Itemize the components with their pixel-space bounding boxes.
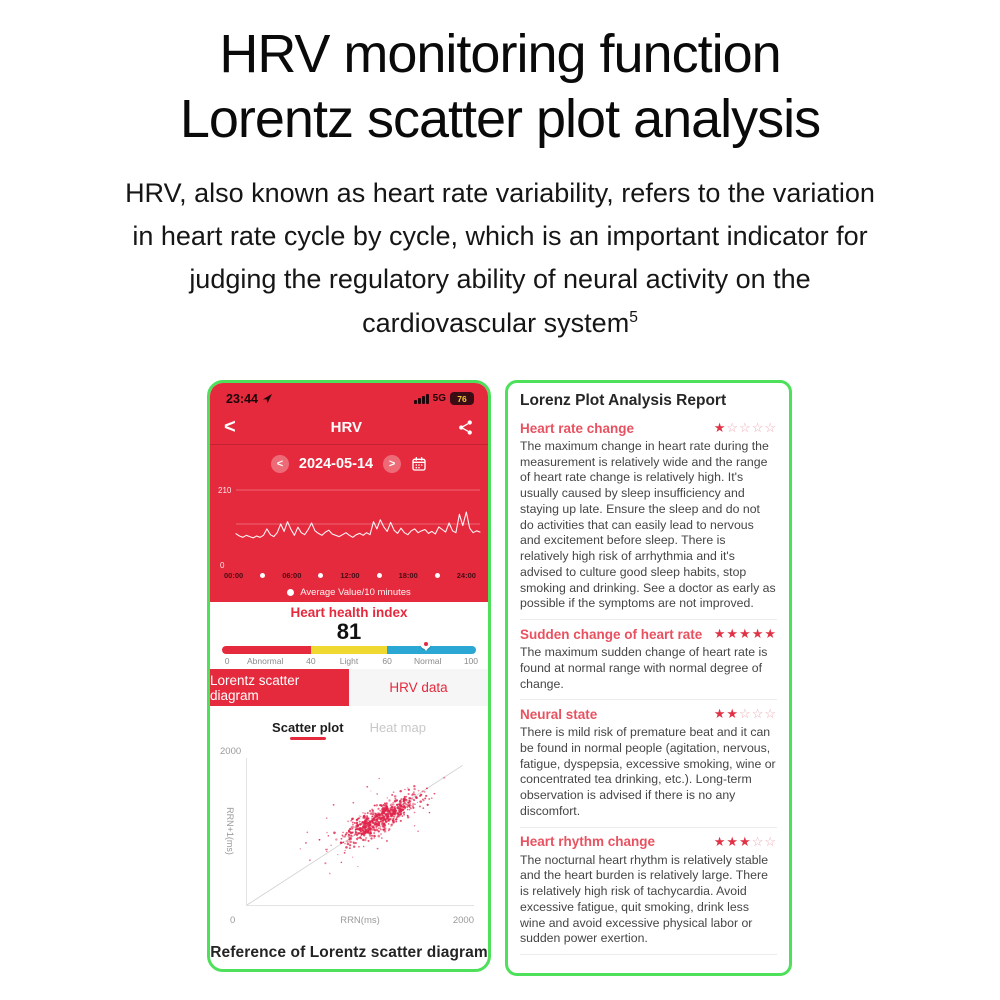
report-section — [520, 700, 777, 827]
scale-segment-abnormal — [222, 646, 311, 654]
heart-health-value: 81 — [336, 619, 362, 644]
scatter-xmin-label: 0 — [230, 915, 236, 926]
star-empty-icon: ☆ — [726, 420, 740, 435]
report-section-heading: Neural state — [520, 706, 598, 722]
star-rating — [714, 420, 777, 436]
report-section-heading: Heart rate change — [520, 420, 635, 436]
report-section-heading: Sudden change of heart rate — [520, 626, 703, 642]
star-rating — [714, 706, 777, 722]
report-section — [520, 620, 777, 700]
scatter-ymax-label: 2000 — [220, 746, 242, 757]
star-empty-icon: ☆ — [764, 420, 777, 435]
tab-hrv-data[interactable]: HRV data — [349, 669, 488, 706]
scatter-points-svg — [247, 758, 474, 905]
hrv-chart-ymin: 0 — [220, 561, 225, 570]
star-filled-icon: ★ — [713, 833, 727, 849]
app-header — [210, 410, 488, 445]
share-icon[interactable] — [457, 419, 474, 436]
date-label: 2024-05-14 — [298, 455, 374, 472]
star-rating — [714, 834, 777, 850]
scale-label: Abnormal — [246, 656, 284, 667]
sub-tabs — [210, 720, 488, 740]
scale-label: 0 — [224, 656, 230, 667]
scale-segment-light — [311, 646, 387, 654]
network-type: 5G — [432, 393, 446, 404]
star-filled-icon: ★ — [713, 420, 727, 435]
star-empty-icon: ☆ — [764, 833, 777, 849]
title-line-1: HRV monitoring function — [219, 24, 781, 84]
analysis-report-panel — [505, 380, 792, 976]
report-section-body: The nocturnal heart rhythm is relatively stable and the heart burden is relatively large. There is relatively high risk of tachycardia. Avoid excessive fatigue, quit smoking, drink less wine and avoid excessive physical labor or sudden power exertion. — [520, 852, 769, 946]
xtick-dot — [318, 573, 323, 578]
star-filled-icon: ★ — [726, 706, 740, 722]
intro-text — [120, 172, 880, 345]
report-section-body: There is mild risk of premature beat and it can be found in normal people (agitation, nervous, fatigue, dyspepsia, excessive smoking, wine or concentrated tea drinking, etc.). Long-term observation is advised if there is no any discomfort. — [520, 725, 776, 818]
star-filled-icon: ★ — [726, 626, 740, 642]
scatter-plot-area — [246, 758, 474, 906]
legend-label: Average Value/10 minutes — [300, 586, 411, 598]
title-line-2: Lorentz scatter plot analysis — [179, 88, 821, 149]
star-empty-icon: ☆ — [751, 420, 765, 435]
xtick-dot — [435, 573, 440, 578]
report-title: Lorenz Plot Analysis Report — [520, 392, 727, 409]
back-button[interactable]: < — [224, 416, 236, 438]
phone-caption: Reference of Lorentz scatter diagram — [210, 944, 488, 961]
star-filled-icon: ★ — [739, 833, 752, 849]
status-bar — [210, 383, 488, 410]
star-empty-icon: ☆ — [739, 706, 752, 722]
report-section-heading: Heart rhythm change — [520, 834, 656, 850]
section-divider — [520, 954, 777, 955]
star-empty-icon: ☆ — [751, 706, 765, 722]
legend-dot-icon — [287, 589, 294, 596]
date-selector — [210, 445, 488, 482]
report-section — [520, 828, 777, 955]
star-filled-icon: ★ — [751, 626, 765, 642]
phone-red-zone — [210, 383, 488, 602]
hrv-line-svg — [210, 484, 488, 568]
report-section — [520, 414, 777, 620]
hrv-chart-xticks — [210, 568, 488, 582]
hrv-chart-ymax: 210 — [218, 486, 232, 495]
xtick-dot — [260, 573, 265, 578]
scatter-xaxis-labels — [230, 912, 474, 926]
status-time: 23:44 — [226, 391, 258, 406]
app-header-title: HRV — [330, 418, 363, 436]
lorentz-scatter-chart — [218, 748, 478, 926]
signal-bars-icon — [414, 394, 429, 404]
hrv-line-chart — [210, 484, 488, 568]
battery-icon: 76 — [450, 392, 474, 405]
phone-screenshot — [207, 380, 491, 972]
scale-label: 100 — [463, 656, 478, 667]
heart-health-index — [210, 602, 488, 669]
star-filled-icon: ★ — [726, 833, 740, 849]
scatter-xmax-label: 2000 — [452, 915, 474, 926]
main-tabs — [210, 669, 488, 706]
star-rating — [714, 626, 777, 642]
star-empty-icon: ☆ — [739, 420, 752, 435]
scale-label: Normal — [414, 656, 442, 667]
star-filled-icon: ★ — [713, 626, 727, 642]
star-filled-icon: ★ — [713, 706, 727, 722]
next-day-button[interactable]: > — [383, 455, 401, 473]
health-scale-labels — [222, 656, 476, 668]
xtick: 18:00 — [398, 571, 418, 580]
subtab-heat-map[interactable]: Heat map — [369, 720, 426, 735]
star-empty-icon: ☆ — [751, 833, 765, 849]
xtick: 06:00 — [282, 571, 302, 580]
xtick: 24:00 — [456, 571, 476, 580]
location-arrow-icon — [262, 393, 273, 404]
report-section-body: The maximum change in heart rate during the measurement is relatively wide and the range of heart rate change is relatively high. It's usually caused by sleep insufficiency and staying up late. Ensure the sleep and do not do activities that can easily lead to nervous and excitement before sleep. There is relatively high risk of arrhythmia and it's advised to culture good sleep habits, stop smoking and drinking. See a doctor as early as possible if the symptoms are not improved. — [520, 439, 776, 611]
report-sections — [520, 414, 777, 955]
xtick: 12:00 — [340, 571, 360, 580]
prev-day-button[interactable]: < — [271, 455, 289, 473]
star-empty-icon: ☆ — [764, 706, 777, 722]
scatter-ylabel: RRN+1(ms) — [225, 807, 235, 855]
report-section-body: The maximum sudden change of heart rate is found at normal range with normal degree of change. — [520, 645, 768, 691]
footnote-marker: 5 — [629, 308, 638, 326]
page-title — [0, 22, 1000, 152]
star-filled-icon: ★ — [764, 626, 777, 642]
health-scale — [222, 646, 476, 654]
subtab-scatter-plot[interactable]: Scatter plot — [272, 720, 344, 740]
hrv-chart-legend — [210, 582, 488, 602]
heart-health-title: Heart health index — [290, 605, 408, 620]
star-filled-icon: ★ — [739, 626, 752, 642]
tab-lorentz-scatter-diagram[interactable]: Lorentz scatter diagram — [210, 669, 349, 706]
scale-label: 40 — [306, 656, 316, 667]
intro-body: HRV, also known as heart rate variability, refers to the variation in heart rate cycle by cycle, which is an important indicator for judging the regulatory ability of neural activity on the cardiovascular system — [125, 178, 875, 338]
scale-label: Light — [339, 656, 359, 667]
scale-segment-normal — [387, 646, 476, 654]
xtick: 00:00 — [224, 571, 244, 580]
calendar-icon[interactable] — [411, 456, 427, 472]
scatter-xlabel: RRN(ms) — [340, 915, 380, 926]
xtick-dot — [377, 573, 382, 578]
scale-label: 60 — [382, 656, 392, 667]
